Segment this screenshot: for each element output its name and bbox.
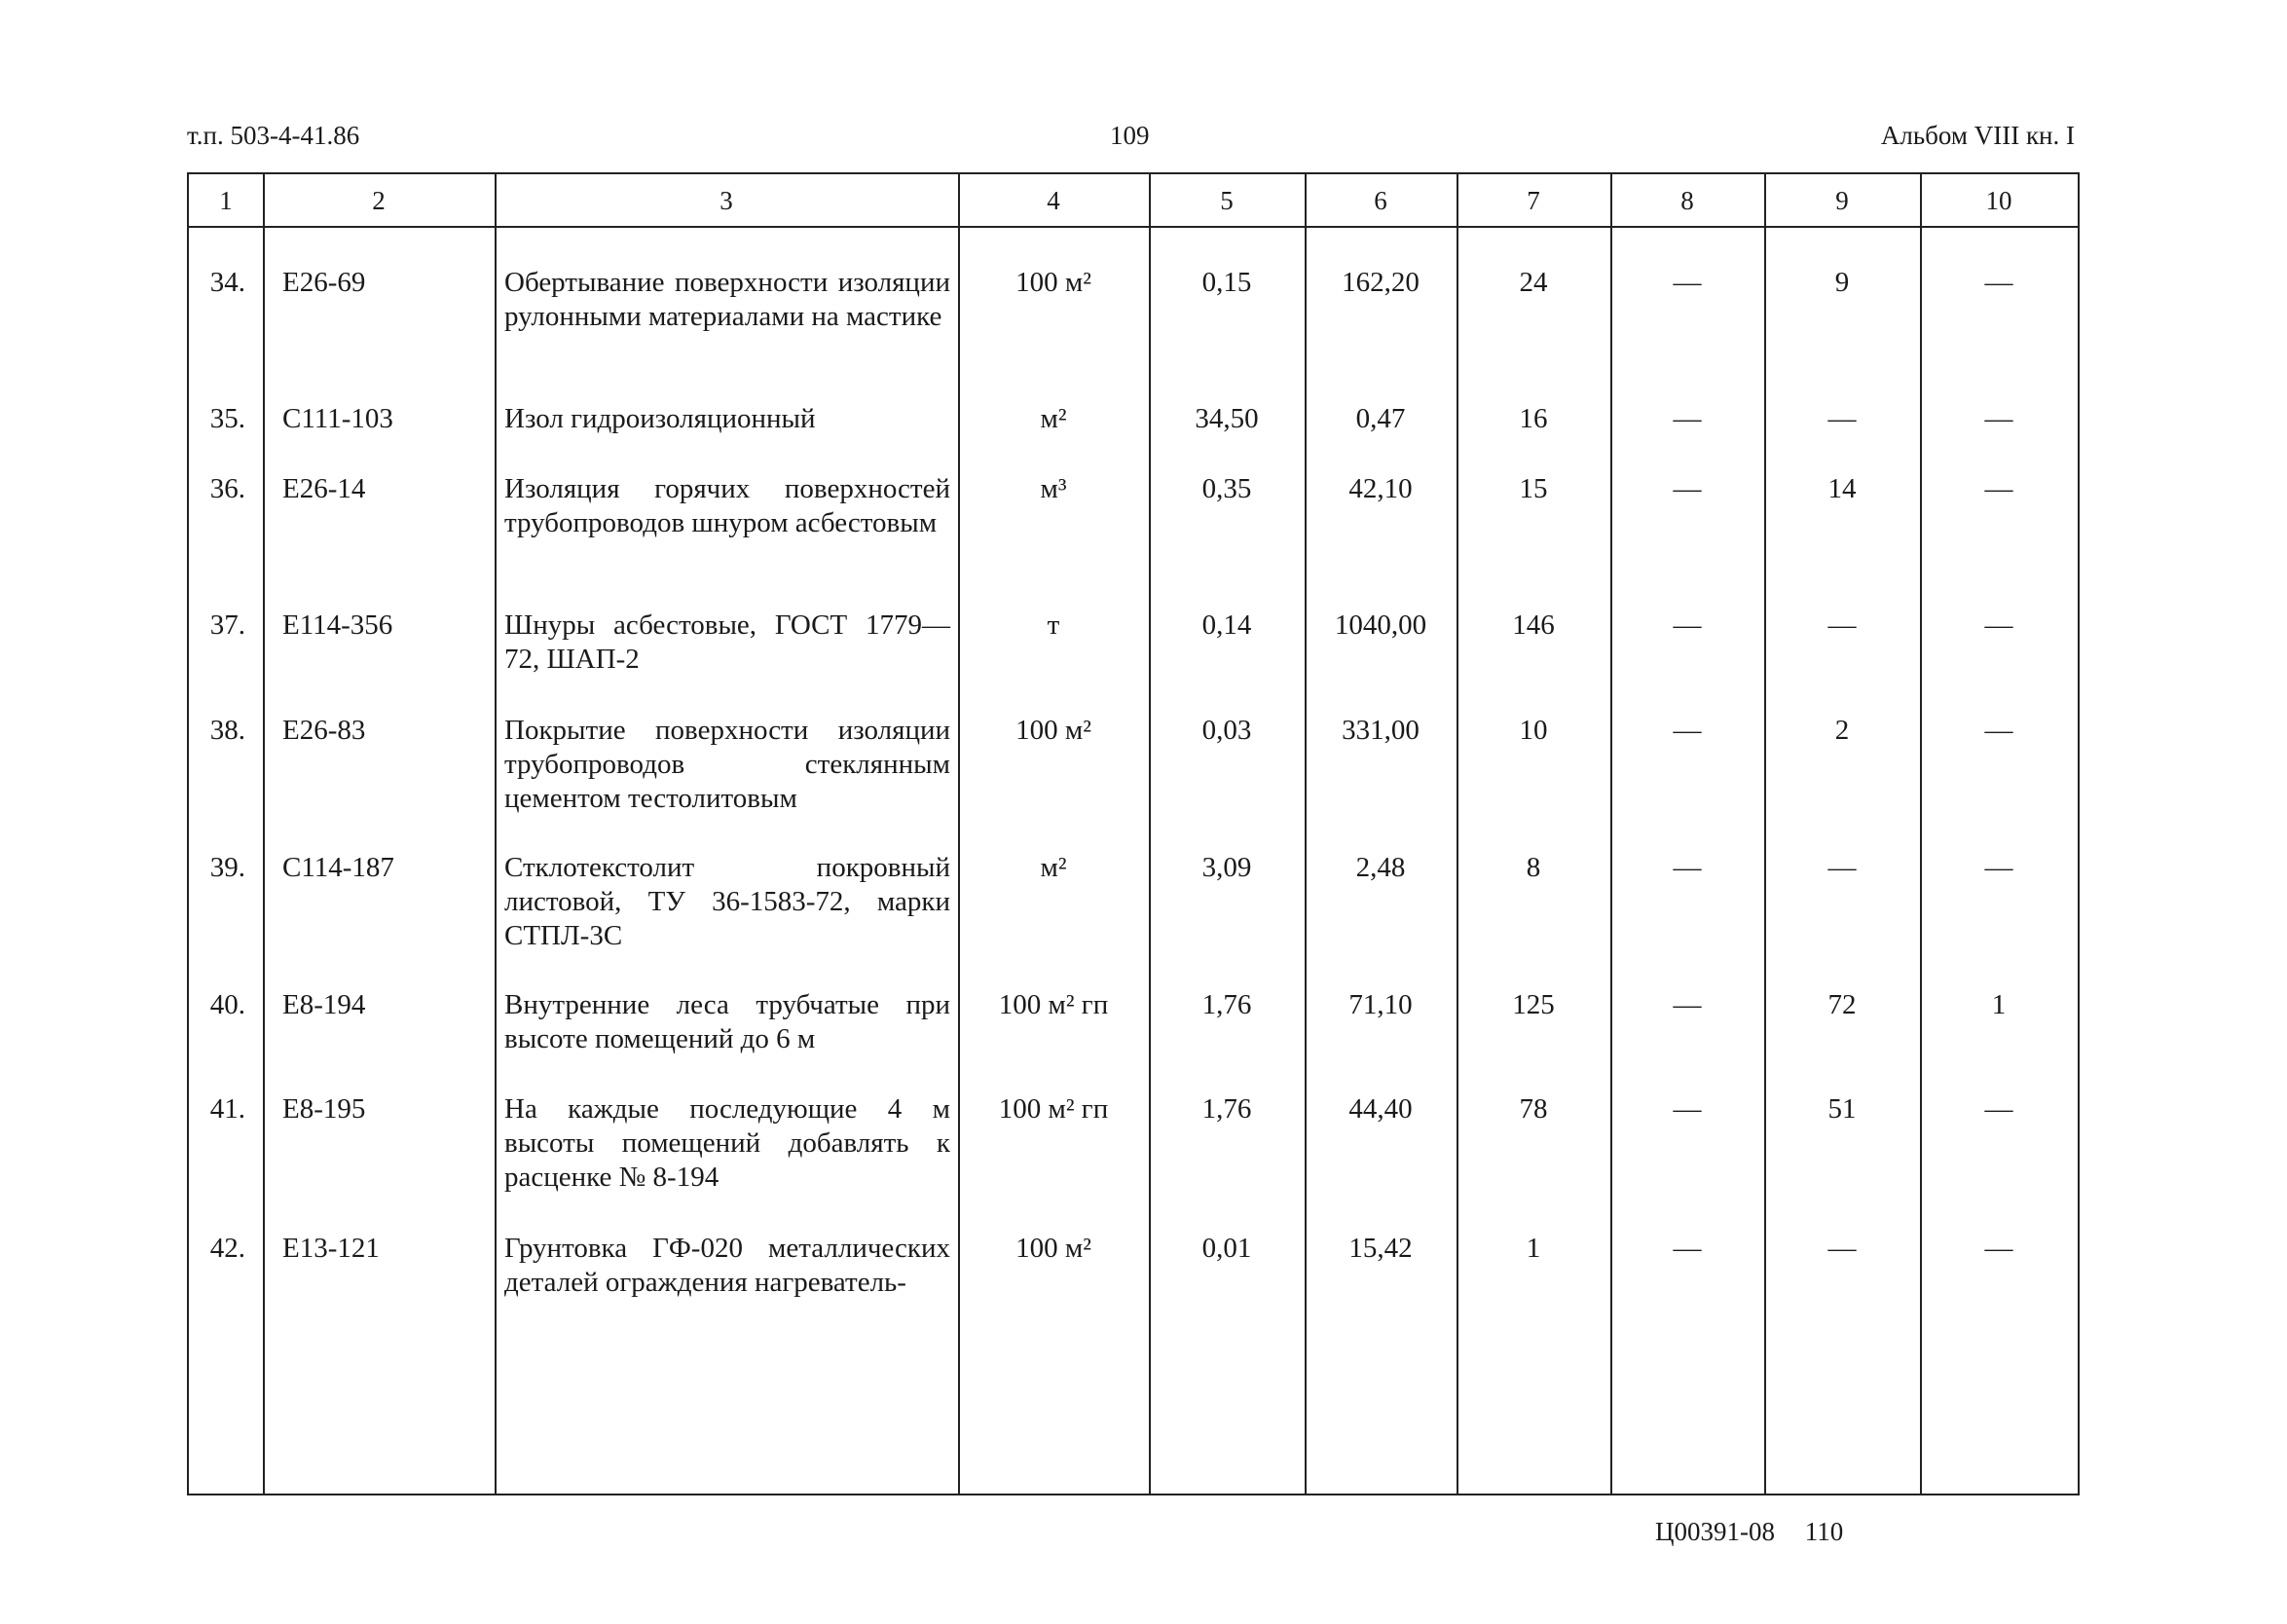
row-number: 41. bbox=[209, 1093, 245, 1125]
work-description: Изол гидроизоляционный bbox=[504, 403, 816, 434]
unit-price: 42,10 bbox=[1348, 473, 1413, 504]
unit: т bbox=[1047, 609, 1060, 641]
archive-code: Ц00391-08 bbox=[1655, 1517, 1775, 1546]
col9-value: 14 bbox=[1827, 473, 1857, 504]
quantity: 0,01 bbox=[1201, 1233, 1252, 1264]
column-header: 1 bbox=[219, 186, 233, 215]
page-number: 109 bbox=[1110, 121, 1150, 150]
document-code: т.п. 503-4-41.86 bbox=[187, 121, 360, 150]
unit-price: 1040,00 bbox=[1334, 609, 1427, 641]
rate-code: Е114-356 bbox=[282, 609, 393, 641]
sheet-number: 110 bbox=[1804, 1517, 1844, 1546]
col8-value: — bbox=[1673, 852, 1702, 883]
unit: 100 м² гп bbox=[998, 989, 1109, 1020]
col10-value: — bbox=[1984, 473, 2013, 504]
col10-value: — bbox=[1984, 1233, 2013, 1264]
col10-value: — bbox=[1984, 609, 2013, 641]
col8-value: — bbox=[1673, 473, 1702, 504]
col7-value: 10 bbox=[1519, 715, 1548, 746]
col10-value: — bbox=[1984, 715, 2013, 746]
unit: 100 м² bbox=[1015, 267, 1091, 298]
col9-value: 9 bbox=[1834, 267, 1850, 298]
column-header: 2 bbox=[372, 186, 386, 215]
unit-price: 162,20 bbox=[1342, 267, 1420, 298]
column-header: 8 bbox=[1680, 186, 1694, 215]
col7-value: 125 bbox=[1512, 989, 1555, 1020]
column-divider bbox=[1457, 174, 1458, 1494]
row-number: 38. bbox=[209, 715, 245, 746]
work-description: Грунтовка ГФ-020 металлических деталей ограждения нагреватель- bbox=[504, 1233, 950, 1298]
row-number: 42. bbox=[209, 1233, 245, 1264]
unit: м³ bbox=[1040, 473, 1067, 504]
column-header: 3 bbox=[719, 186, 733, 215]
row-number: 39. bbox=[209, 852, 245, 883]
col9-value: — bbox=[1827, 1233, 1857, 1264]
col8-value: — bbox=[1673, 609, 1702, 641]
quantity: 0,35 bbox=[1201, 473, 1252, 504]
rate-code: Е13-121 bbox=[282, 1233, 380, 1264]
unit: м² bbox=[1040, 852, 1067, 883]
work-description: Внутренние леса трубчатые при высоте помещений до 6 м bbox=[504, 989, 950, 1054]
estimate-table bbox=[187, 172, 2080, 1495]
column-divider bbox=[263, 174, 265, 1494]
col8-value: — bbox=[1673, 1093, 1702, 1125]
column-divider bbox=[1305, 174, 1307, 1494]
column-divider bbox=[495, 174, 497, 1494]
col10-value: — bbox=[1984, 852, 2013, 883]
unit-price: 2,48 bbox=[1355, 852, 1406, 883]
row-number: 40. bbox=[209, 989, 245, 1020]
work-description: Изоляция горячих поверхностей трубопроводов шнуром асбестовым bbox=[504, 473, 950, 538]
col8-value: — bbox=[1673, 403, 1702, 434]
col7-value: 78 bbox=[1519, 1093, 1548, 1125]
column-header: 4 bbox=[1047, 186, 1060, 215]
col8-value: — bbox=[1673, 267, 1702, 298]
col10-value: — bbox=[1984, 403, 2013, 434]
rate-code: Е26-69 bbox=[282, 267, 366, 298]
column-divider bbox=[958, 174, 960, 1494]
col9-value: — bbox=[1827, 852, 1857, 883]
footer-stamp bbox=[1655, 1517, 1843, 1547]
unit-price: 331,00 bbox=[1342, 715, 1420, 746]
unit: 100 м² гп bbox=[998, 1093, 1109, 1125]
column-header: 7 bbox=[1527, 186, 1540, 215]
quantity: 0,15 bbox=[1201, 267, 1252, 298]
rate-code: С111-103 bbox=[282, 403, 393, 434]
unit-price: 44,40 bbox=[1348, 1093, 1413, 1125]
quantity: 1,76 bbox=[1201, 989, 1252, 1020]
row-number: 37. bbox=[209, 609, 245, 641]
row-number: 36. bbox=[209, 473, 245, 504]
column-header: 5 bbox=[1220, 186, 1234, 215]
col8-value: — bbox=[1673, 715, 1702, 746]
unit: м² bbox=[1040, 403, 1067, 434]
unit: 100 м² bbox=[1015, 1233, 1091, 1264]
row-number: 34. bbox=[209, 267, 245, 298]
quantity: 3,09 bbox=[1201, 852, 1252, 883]
col10-value: — bbox=[1984, 1093, 2013, 1125]
column-header: 10 bbox=[1985, 186, 2012, 215]
column-header: 9 bbox=[1835, 186, 1849, 215]
col9-value: 72 bbox=[1827, 989, 1857, 1020]
work-description: Обертывание поверхности изоляции рулонными материалами на мастике bbox=[504, 267, 950, 332]
column-divider bbox=[1149, 174, 1151, 1494]
column-divider bbox=[1610, 174, 1612, 1494]
rate-code: Е8-195 bbox=[282, 1093, 366, 1125]
header-row-divider bbox=[189, 226, 2078, 228]
rate-code: С114-187 bbox=[282, 852, 394, 883]
col7-value: 146 bbox=[1512, 609, 1555, 641]
work-description: На каждые последующие 4 м высоты помещений добавлять к расценке № 8-194 bbox=[504, 1093, 950, 1193]
work-description: Покрытие поверхности изоляции трубопроводов стеклянным цементом тестолитовым bbox=[504, 715, 950, 814]
unit-price: 15,42 bbox=[1348, 1233, 1413, 1264]
unit-price: 0,47 bbox=[1355, 403, 1406, 434]
col8-value: — bbox=[1673, 989, 1702, 1020]
col9-value: 51 bbox=[1827, 1093, 1857, 1125]
col8-value: — bbox=[1673, 1233, 1702, 1264]
quantity: 0,14 bbox=[1201, 609, 1252, 641]
col9-value: — bbox=[1827, 403, 1857, 434]
col7-value: 8 bbox=[1526, 852, 1541, 883]
quantity: 1,76 bbox=[1201, 1093, 1252, 1125]
work-description: Стклотекстолит покровный листовой, ТУ 36-1583-72, марки СТПЛ-3С bbox=[504, 852, 950, 951]
col10-value: — bbox=[1984, 267, 2013, 298]
col9-value: — bbox=[1827, 609, 1857, 641]
column-divider bbox=[1764, 174, 1766, 1494]
col7-value: 24 bbox=[1519, 267, 1548, 298]
row-number: 35. bbox=[209, 403, 245, 434]
col7-value: 16 bbox=[1519, 403, 1548, 434]
album-label: Альбом VIII кн. I bbox=[1880, 121, 2075, 150]
quantity: 0,03 bbox=[1201, 715, 1252, 746]
rate-code: Е26-83 bbox=[282, 715, 366, 746]
col7-value: 1 bbox=[1526, 1233, 1541, 1264]
unit: 100 м² bbox=[1015, 715, 1091, 746]
rate-code: Е26-14 bbox=[282, 473, 366, 504]
col10-value: 1 bbox=[1991, 989, 2007, 1020]
quantity: 34,50 bbox=[1195, 403, 1259, 434]
col7-value: 15 bbox=[1519, 473, 1548, 504]
column-divider bbox=[1920, 174, 1922, 1494]
unit-price: 71,10 bbox=[1348, 989, 1413, 1020]
rate-code: Е8-194 bbox=[282, 989, 366, 1020]
column-header: 6 bbox=[1374, 186, 1387, 215]
work-description: Шнуры асбестовые, ГОСТ 1779—72, ШАП-2 bbox=[504, 609, 950, 675]
col9-value: 2 bbox=[1834, 715, 1850, 746]
